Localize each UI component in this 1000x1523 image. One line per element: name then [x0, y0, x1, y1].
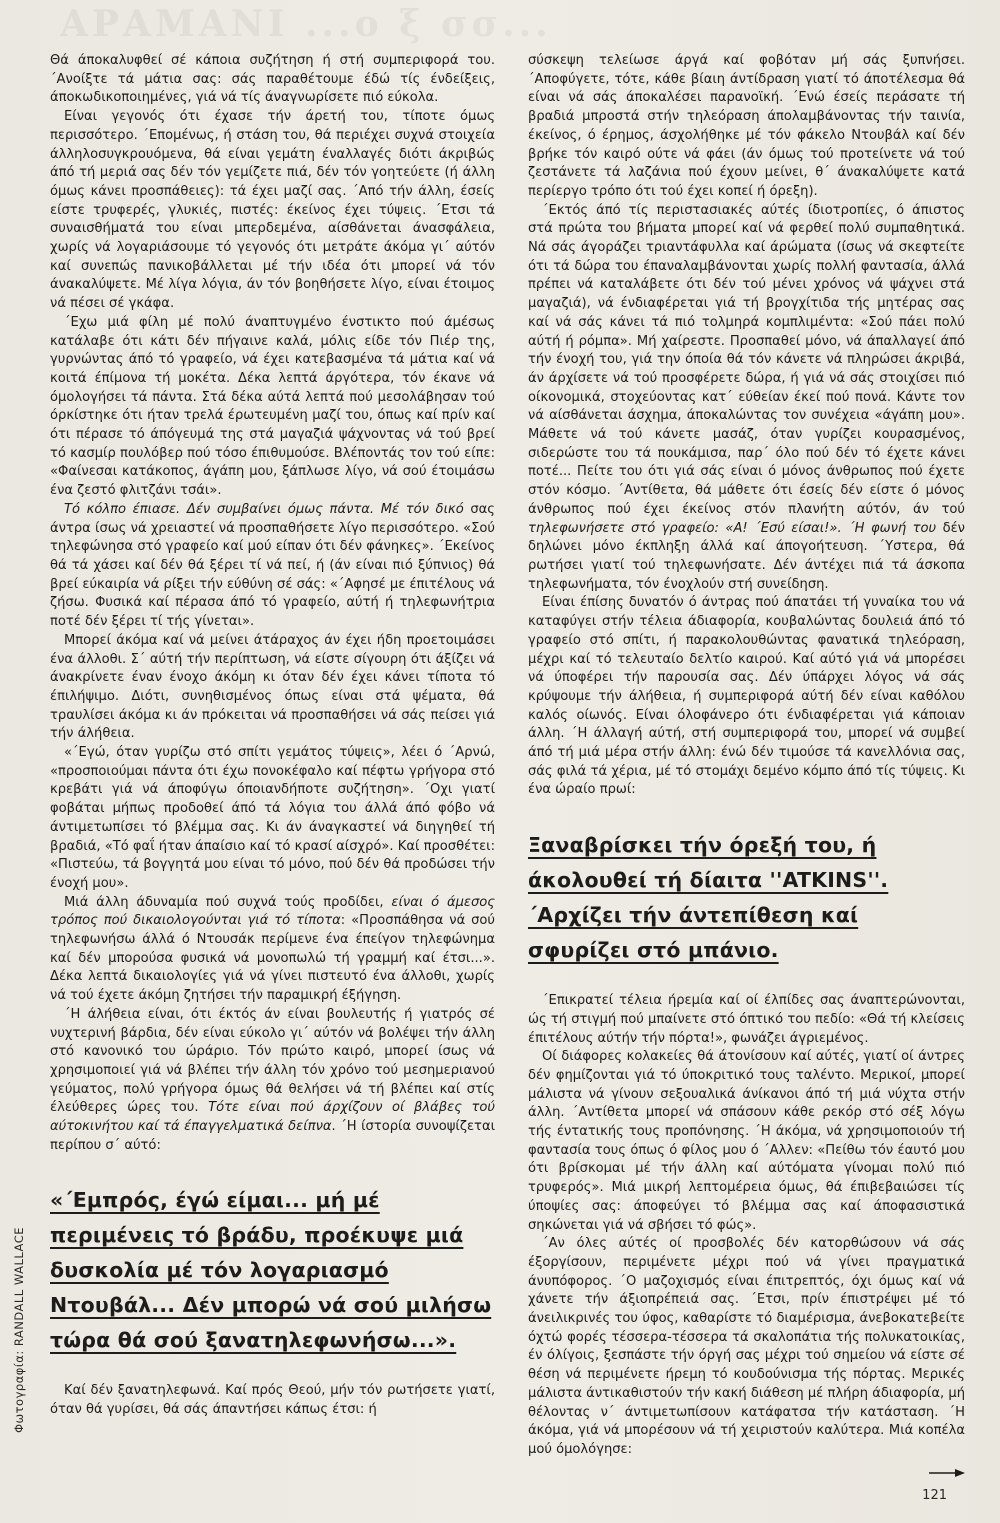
- right-column: [528, 52, 965, 1460]
- paragraph-text: ΄Εκτός άπό τίς περιστασιακές αύτές ίδιοτροπίες, ό άπιστος στά πρώτα του βήματα μπορεί καί νά φερθεί πολύ συμπαθητικά. Νά σάς άγοράζει τριαντάφυλλα καί άρώματα (ίσως νά σκεφτείτε ότι τά δώρα του έπαναλαμβάνονται χωρίς πολλή φαντασία, άλλά πρέπει νά καταλάβετε ότι δέν τού μένει χρόνος νά ψάχνει στά μαγαζιά), νά ένδιαφέρεται γιά τή βρογχίτιδα τής μητέρας σας καί νά σάς κάνει τά πιό τολμηρά κομπλιμέντα: «Σού πάει πολύ αύτή ή ρόμπα». Μή χαίρεστε. Προσπαθεί μόνο, νά άπαλλαγεί άπό τήν ένοχή του, γιά την όποία θά τόν κάνετε νά πληρώσει άκριβά, άν άρχίσετε νά τού προσφέρετε δώρα, ή γιά νά σάς στοιχίσει πιό οίκονομικά, στοχεύοντας κατ΄ εύθείαν έκεί πού πονά. Κάντε τον νά αίσθάνεται άσχημα, άποκαλώντας τον συνέχεια «άγάπη μου». Μάθετε νά τού κάνετε μασάζ, όταν γυρίζει κουρασμένος, σιδερώστε του τά πουκάμισα, παρ΄ όλο πού δέν τό έχετε κάνει ποτέ... Πείτε του ότι γιά σάς είναι ό μόνος άνθρωπος πού έχετε στόν κόσμο. ΄Αντίθετα, θά μάθετε ότι έσείς δέν είστε ό μόνος άνθρωπος πού έχει έκείνος στόν πλανήτη αύτόν, άν τού: [528, 202, 965, 517]
- italic-phrase: είναι ό άμεσος τρόπος πού δικαιολογούνται γιά τό τίποτα: [50, 894, 495, 929]
- pull-quote-right: Ξαναβρίσκει τήν όρεξή του, ή άκολουθεί τή δίαιτα ''ATKINS''. ΄Αρχίζει τήν άντεπίθεση καί σφυρίζει στό μπάνιο.: [528, 833, 889, 963]
- paragraph-text: σας άντρα ίσως νά χρειαστεί νά προσπαθήσετε λίγο περισσότερο. «Σού τηλεφώνησα στό γραφείο καί μού είπαν ότι δέν φάνηκες». ΄Εκείνος θά τά χάσει καί δέν θά ξέρει τί νά πεί, ή (άν είναι πιό ξύπνιος) θά βρεί εύκαιρία νά ρίξει τήν εύθύνη σέ σάς: «΄Αφησέ με έπιτέλους νά ζήσω. Φυσικά καί πέρασα άπό τό γραφείο, αύτή ή τηλεφωνήτρια ποτέ δέν ξέρει τί τής γίνεται».: [50, 501, 496, 630]
- article-columns: [50, 0, 1000, 1460]
- paragraph: [528, 202, 965, 595]
- italic-phrase: Τότε είναι πού άρχίζουν οί βλάβες τού αύτοκινήτου καί τά έπαγγελματικά δείπνα: [50, 1100, 495, 1135]
- paragraph: σύσκεψη τελείωσε άργά καί φοβόταν μή σάς ξυπνήσει. ΄Αποφύγετε, τότε, κάθε βίαιη άντίδραση γιατί τό άποτέλεσμα θά είναι νά σάς άποκαλέσει παρανοϊκή. ΄Ενώ έσείς περάσατε τή βραδιά μπροστά στήν τηλεόραση άπολαμβάνοντας τήν ταινία, έκείνος, ό έρημος, άσχολήθηκε μέ τόν φάκελο Ντουβάλ καί δέν βρήκε τόν καιρό ούτε νά φάει (άν όμως τού προτείνετε νά τού ζεστάνετε τά λαζάνια πού έχουν μείνει, θ΄ άνακαλύψετε κατά περίεργο τρόπο ότι τού έχει κοπεί ή όρεξη).: [528, 53, 965, 199]
- left-column: [50, 52, 495, 1420]
- paragraph-text: . ΄Η ίστορία συνοψίζεται περίπου σ΄ αύτό:: [50, 1119, 495, 1153]
- pull-quote-left: «΄Εμπρός, έγώ είμαι... μή μέ περιμένεις τό βράδυ, προέκυψε μιά δυσκολία μέ τόν λογαριασμό Ντουβάλ... Δέν μπορώ νά σού μιλήσω τώρα θά σού ξανατηλεφωνήσω...».: [50, 1188, 492, 1353]
- paragraph: [50, 1006, 495, 1156]
- paragraph: Μπορεί άκόμα καί νά μείνει άτάραχος άν έχει ήδη προετοιμάσει ένα άλλοθι. Σ΄ αύτή τήν περίπτωση, νά είστε σίγουρη ότι άξίζει νά άνακρίνετε έναν ένοχο άκόμη κι όταν δέν έχει κάνει τίποτα τό έπιλήψιμο. Διότι, συνηθισμένος όπως είναι στά ψέματα, θά τραυλίσει άκόμα κι άν πρόκειται νά προσπαθήσει νά σάς πείσει γιά τήν άλήθεια.: [50, 632, 495, 742]
- italic-phrase: τηλεφωνήσετε στό γραφείο: «Α! ΄Εσύ είσαι!». ΄Η φωνή του: [528, 520, 937, 536]
- bleed-through-ghost-text: ΑΡΑΜΑΝΙ ...ο ξ σσ...: [60, 4, 552, 44]
- page-footer: [528, 1460, 965, 1523]
- paragraph-text: ΄Η άλήθεια είναι, ότι έκτός άν είναι βουλευτής ή γιατρός σέ νυχτερινή βάρδια, δέν είναι εύκολο γι΄ αύτόν νά βολέψει τήν άλλη στό κανονικό του ώράριο. Τόν πρώτο καιρό, μπορεί ίσως νά χρησιμοποιεί γιά νά βλέπει τήν άλλη τόν χρόνο τού μεσημεριανού γεύματος, πολύ γρήγορα όμως θά θελήσει νά τή βλέπει καί στίς έλεύθερες ώρες του.: [50, 1006, 495, 1116]
- right-arrow-icon: [929, 1468, 965, 1478]
- paragraph: «΄Εγώ, όταν γυρίζω στό σπίτι γεμάτος τύψεις», λέει ό ΄Αρνώ, «προσποιούμαι πάντα ότι έχω πονοκέφαλο καί πέφτω γρήγορα στό κρεβάτι γιά νά άποφύγω όποιανδήποτε συζήτηση». ΄Οχι γιατί φοβάται μήπως προδοθεί άπό τά λόγια του άλλά άπό φόβο νά άντιμετωπίσει τό βλέμμα σας. Κι άν άναγκαστεί νά διηγηθεί τή βραδιά, «Τό φαΐ ήταν άπαίσιο καί τό κρασί αίσχρό». Καί προσθέτει: «Πιστεύω, τά βογγητά μου είναι τό μόνο, πού δέν θά προδώσει τήν ένοχή μου».: [50, 745, 495, 891]
- paragraph: ΄Αν όλες αύτές οί προσβολές δέν κατορθώσουν νά σάς έξοργίσουν, περιμένετε μέχρι πού νά γίνει πραγματικά άνυπόφορος. ΄Ο μαζοχισμός είναι έπιτρεπτός, όχι όμως καί νά χάνετε τήν άξιοπρέπειά σας. ΄Ετσι, πρίν έπιστρέψει μέ τό άνειλικρινές του ύφος, καθαρίστε τό διαμέρισμα, άνεβοκατεβείτε όχτώ φορές τέσσερα-τέσσερα τά σκαλοπάτια τής πολυκατοικίας, έν όλίγοις, ξεσπάστε τήν όργή σας μέχρι τού σημείου νά είστε σέ θέση νά περιμένετε ήρεμη τό κουδούνισμα τής πόρτας. Μερικές μάλιστα άντικαθιστούν τήν κακή διάθεση μέ πλήρη άδιαφορία, μή θέλοντας ν΄ άντιμετωπίσουν κατάφατσα τήν κατάσταση. ΄Η άκόμα, γιά νά μπορέσουν νά τή χειριστούν καλύτερα. Μιά κοπέλα μού όμολόγησε:: [528, 1236, 965, 1457]
- paragraph: Είναι έπίσης δυνατόν ό άντρας πού άπατάει τή γυναίκα του νά καταφύγει στήν τέλεια άδιαφορία, κουβαλώντας δουλειά άπό τό γραφείο στό σπίτι, ή παρακολουθώντας φανατικά τηλεόραση, μέχρι καί τό τελευταίο δελτίο καιρού. Καί αύτό γιά νά μπορέσει νά ύποφέρει τήν παρουσία σας. Δέν ύπάρχει λόγος νά σάς κρύψουμε τήν άλήθεια, ή συμπεριφορά αύτή δέν είναι καθόλου καλός οίωνός. Είναι όλοφάνερο ότι ένδιαφέρεται γιά κάποιαν άλλη. ΄Η άλλαγή αύτή, στή συμπεριφορά του, μπορεί νά συμβεί άπό τή μιά μέρα στήν άλλη: ένώ δέν τιμούσε τά κανελλόνια σας, σάς φιλά τά χέρια, μέ τό στομάχι δεμένο κόμπο άπό τίς τύψεις. Κι ένα ώραίο πρωί:: [528, 595, 965, 798]
- paragraph-text: Μιά άλλη άδυναμία πού συχνά τούς προδίδει,: [64, 894, 392, 910]
- paragraph-text: : «Προσπάθησα νά σού τηλεφωνήσω άλλά ό Ντουσάκ περίμενε ένα έπείγον τηλεφώνημα καί δέν μπορούσα φυσικά νά μονοπωλώ τή γραμμή καί έτσι...». Δέκα λεπτά δικαιολογίες γιά νά γίνει πιστευτό ένα άλλοθι, χωρίς νά τού έχετε άκόμη ζητήσει τήν παραμικρή έξήγηση.: [50, 913, 495, 1004]
- paragraph: [50, 894, 495, 1006]
- paragraph: Είναι γεγονός ότι έχασε τήν άρετή του, τίποτε όμως περισσότερο. ΄Επομένως, ή στάση του, θά περιέχει συχνά στοιχεία άλληλοσυγκρουόμενα, θά είναι γεμάτη έναλλαγές διότι άκριβώς άπό τή μεριά σας δέν τόν γεμίζετε πιά, δέν τόν γοητεύετε (ή άλλη όμως κάνει προσπάθειες): τά έχει μαζί σας. ΄Από τήν άλλη, έσείς είστε τρυφερές, γλυκιές, πιστές: έκείνος έχει τύψεις. ΄Ετσι τά συναισθήματά του είναι μπερδεμένα, αίσθάνεται άνασφάλεια, χωρίς νά λογαριάσουμε τό γεγονός ότι μετράτε άκόμα γι΄ αύτόν καί συνεπώς πανικοβάλλεται μέ τήν ιδέα ότι μπορεί νά τόν άνακαλύψετε. Μέ λίγα λόγια, άν τόν βοηθήσετε λίγο, είναι έτοιμος νά πέσει σέ γκάφα.: [50, 109, 495, 312]
- paragraph: Καί δέν ξανατηλεφωνά. Καί πρός Θεού, μήν τόν ρωτήσετε γιατί, όταν θά γυρίσει, θά σάς άπαντήσει κάπως έτσι: ή: [50, 1383, 495, 1418]
- photo-credit: Φωτογραφία: RANDALL WALLACE: [12, 1226, 26, 1433]
- paragraph: ΄Επικρατεί τέλεια ήρεμία καί οί έλπίδες σας άναπτερώνονται, ώς τή στιγμή πού μπαίνετε στό όπτικό του πεδίο: «Θά τή κλείσεις έπιτέλους αύτήν τήν πόρτα!», φωνάζει άγριεμένος.: [528, 993, 965, 1046]
- paragraph-text: δέν δηλώνει μόνο έκπληξη άλλά καί άπογοήτευση. ΄Υστερα, θά ρωτήσει γιατί τού τηλεφωνήσατε. Δέν άντέχει πιά τά άσκοπα τηλεφωνήματα, τόν ένοχλούν στή συνείδηση.: [528, 520, 965, 592]
- page-number: 121: [922, 1487, 947, 1503]
- italic-lead: Τό κόλπο έπιασε. Δέν συμβαίνει όμως πάντα. Μέ τόν δικό: [64, 501, 464, 517]
- paragraph: Θά άποκαλυφθεί σέ κάποια συζήτηση ή στή συμπεριφορά του. ΄Ανοίξτε τά μάτια σας: σάς παραθέτουμε έδώ τίς ένδείξεις, άποκωδικοποιημένες, γιά νά τίς άναγνωρίσετε πιό εύκολα.: [50, 53, 495, 106]
- paragraph: ΄Εχω μιά φίλη μέ πολύ άναπτυγμένο ένστικτο πού άμέσως κατάλαβε ότι κάτι δέν πήγαινε καλά, μόλις είδε τόν Πιέρ της, γυρνώντας άπό τό γραφείο, νά έχει κατεβασμένα τά μάτια καί νά κοιτά έπίμονα τή μοκέτα. Δέκα λεπτά άργότερα, τόν έκανε νά όμολογήσει τά πάντα. Στά δέκα αύτά λεπτά πού μεσολάβησαν τού όρκίστηκε ότι ήταν τρελά έρωτευμένη μαζί του, όπως καί πρίν καί ότι πέρασε τό άπόγευμά της στά μαγαζιά ψάχνοντας νά τού βρεί τό κασμίρ πουλόβερ πού τόσο έπιθυμούσε. Βλέποντάς τον τού είπε: «Φαίνεσαι κατάκοπος, άγάπη μου, ξάπλωσε λίγο, νά σού έτοιμάσω ένα ζεστό φλιτζάνι τσάι».: [50, 314, 495, 499]
- paragraph: Οί διάφορες κολακείες θά άτονίσουν καί αύτές, γιατί οί άντρες δέν φημίζονται γιά τό ύποκριτικό τους ταλέντο. Μερικοί, μπορεί μάλιστα νά γίνουν σεξουαλικά άνίκανοι άπό τή μιά νύχτα στήν άλλη. ΄Αντίθετα μπορεί νά σπάσουν κάθε ρεκόρ στό σέξ λόγω τής έντατικής τους προπόνησης. ΄Η άκόμα, νά χρησιμοποιούν τή φαντασία τους όπως ό φίλος μου ό ΄Αλλεν: «Πείθω τόν έαυτό μου ότι βρίσκομαι μέ τήν άλλη καί αύτόματα γίνομαι πολύ πιό τρυφερός». Μιά μικρή λεπτομέρεια όμως, θά έπιβεβαιώσει τίς ύποψίες σας: άποφεύγει τό βλέμμα σας καί άποφασιστικά σηκώνεται γιά νά σβήσει τό φώς».: [528, 1049, 965, 1233]
- paragraph: [50, 501, 495, 632]
